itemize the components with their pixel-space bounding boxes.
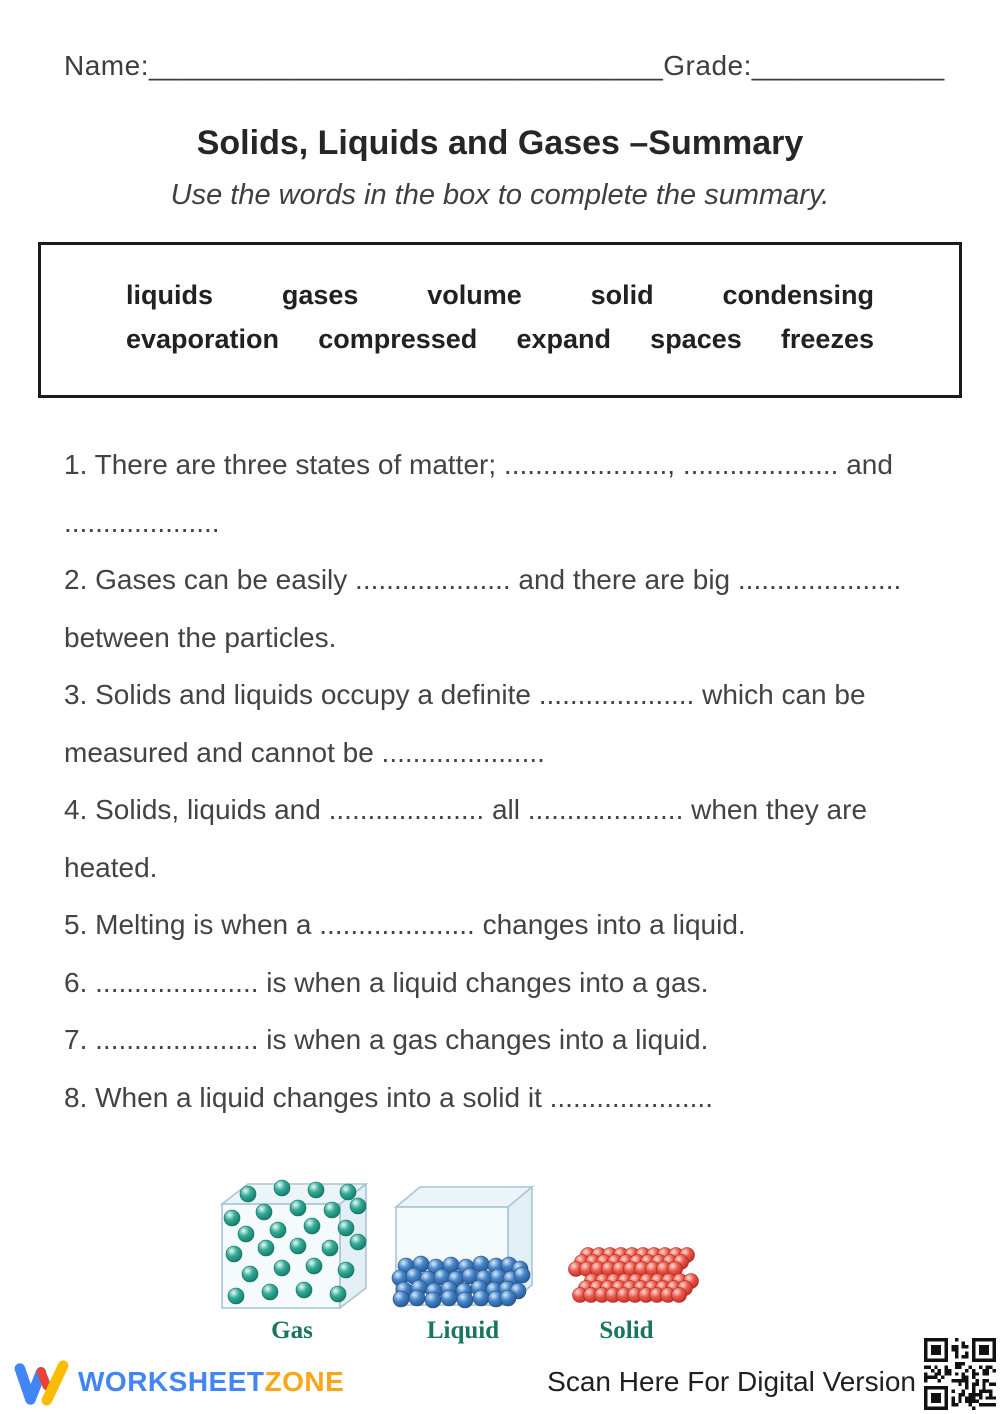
sentence-3-line-1: 3. Solids and liquids occupy a definite .................... which can be <box>64 679 866 710</box>
sentence-7: 7. ..................... is when a gas changes into a liquid. <box>64 1024 709 1055</box>
sentence-4-line-1: 4. Solids, liquids and .................... all .................... when they are <box>64 794 868 825</box>
word-gases: gases <box>281 280 359 310</box>
summary-sentences <box>64 436 960 1126</box>
gas-figure <box>212 1176 372 1345</box>
sentence-2-line-1: 2. Gases can be easily .................... and there are big ..................... <box>64 564 902 595</box>
word-box <box>38 242 962 398</box>
grade-label: Grade: <box>663 50 752 81</box>
name-label: Name: <box>64 50 149 81</box>
worksheetzone-logo-icon <box>14 1356 70 1408</box>
header <box>0 0 1000 82</box>
qr-code <box>924 1338 996 1410</box>
brand-name <box>78 1366 344 1398</box>
sentence-5: 5. Melting is when a .................... changes into a liquid. <box>64 909 746 940</box>
liquid-figure <box>388 1181 538 1345</box>
brand-worksheet: WORKSHEET <box>78 1366 265 1397</box>
word-spaces: spaces <box>650 324 742 354</box>
liquid-particles-diagram <box>388 1181 538 1311</box>
scan-here-text: Scan Here For Digital Version <box>547 1366 916 1397</box>
solid-particles-diagram <box>554 1245 699 1311</box>
brand-zone: ZONE <box>264 1366 345 1397</box>
grade-blank-line: ____________ <box>751 50 945 81</box>
instructions-text: Use the words in the box to complete the summary. <box>170 179 830 211</box>
word-condensing: condensing <box>722 280 874 310</box>
word-freezes: freezes <box>780 324 874 354</box>
solid-label: Solid <box>599 1317 654 1344</box>
name-field <box>64 50 663 82</box>
grade-field <box>663 50 944 82</box>
sentence-6: 6. ..................... is when a liquid changes into a gas. <box>64 966 709 998</box>
solid-figure <box>554 1245 699 1345</box>
word-box-row-1 <box>126 273 874 317</box>
name-blank-line: ________________________________ <box>148 50 664 81</box>
gas-label: Gas <box>271 1317 313 1344</box>
worksheetzone-logo <box>14 1356 344 1408</box>
word-evaporation: evaporation <box>126 324 280 354</box>
sentence-2-line-2: between the particles. <box>64 621 337 653</box>
gas-particles-diagram <box>212 1176 372 1311</box>
word-expand: expand <box>516 324 611 354</box>
sentence-1-line-1: 1. There are three states of matter; ....................., .................... and <box>64 449 893 480</box>
liquid-label: Liquid <box>426 1317 500 1344</box>
word-box-row-2 <box>126 317 874 361</box>
sentence-3-line-2: measured and cannot be ..................... <box>64 736 545 768</box>
word-liquids: liquids <box>126 280 213 310</box>
sentence-1-line-2: .................... <box>64 506 220 538</box>
word-volume: volume <box>427 280 522 310</box>
page-title: Solids, Liquids and Gases –Summary <box>196 124 804 162</box>
word-compressed: compressed <box>318 324 478 354</box>
states-of-matter-illustration <box>212 1176 1000 1345</box>
sentence-4-line-2: heated. <box>64 851 158 883</box>
sentence-8: 8. When a liquid changes into a solid it ..................... <box>64 1081 713 1113</box>
word-solid: solid <box>590 280 654 310</box>
